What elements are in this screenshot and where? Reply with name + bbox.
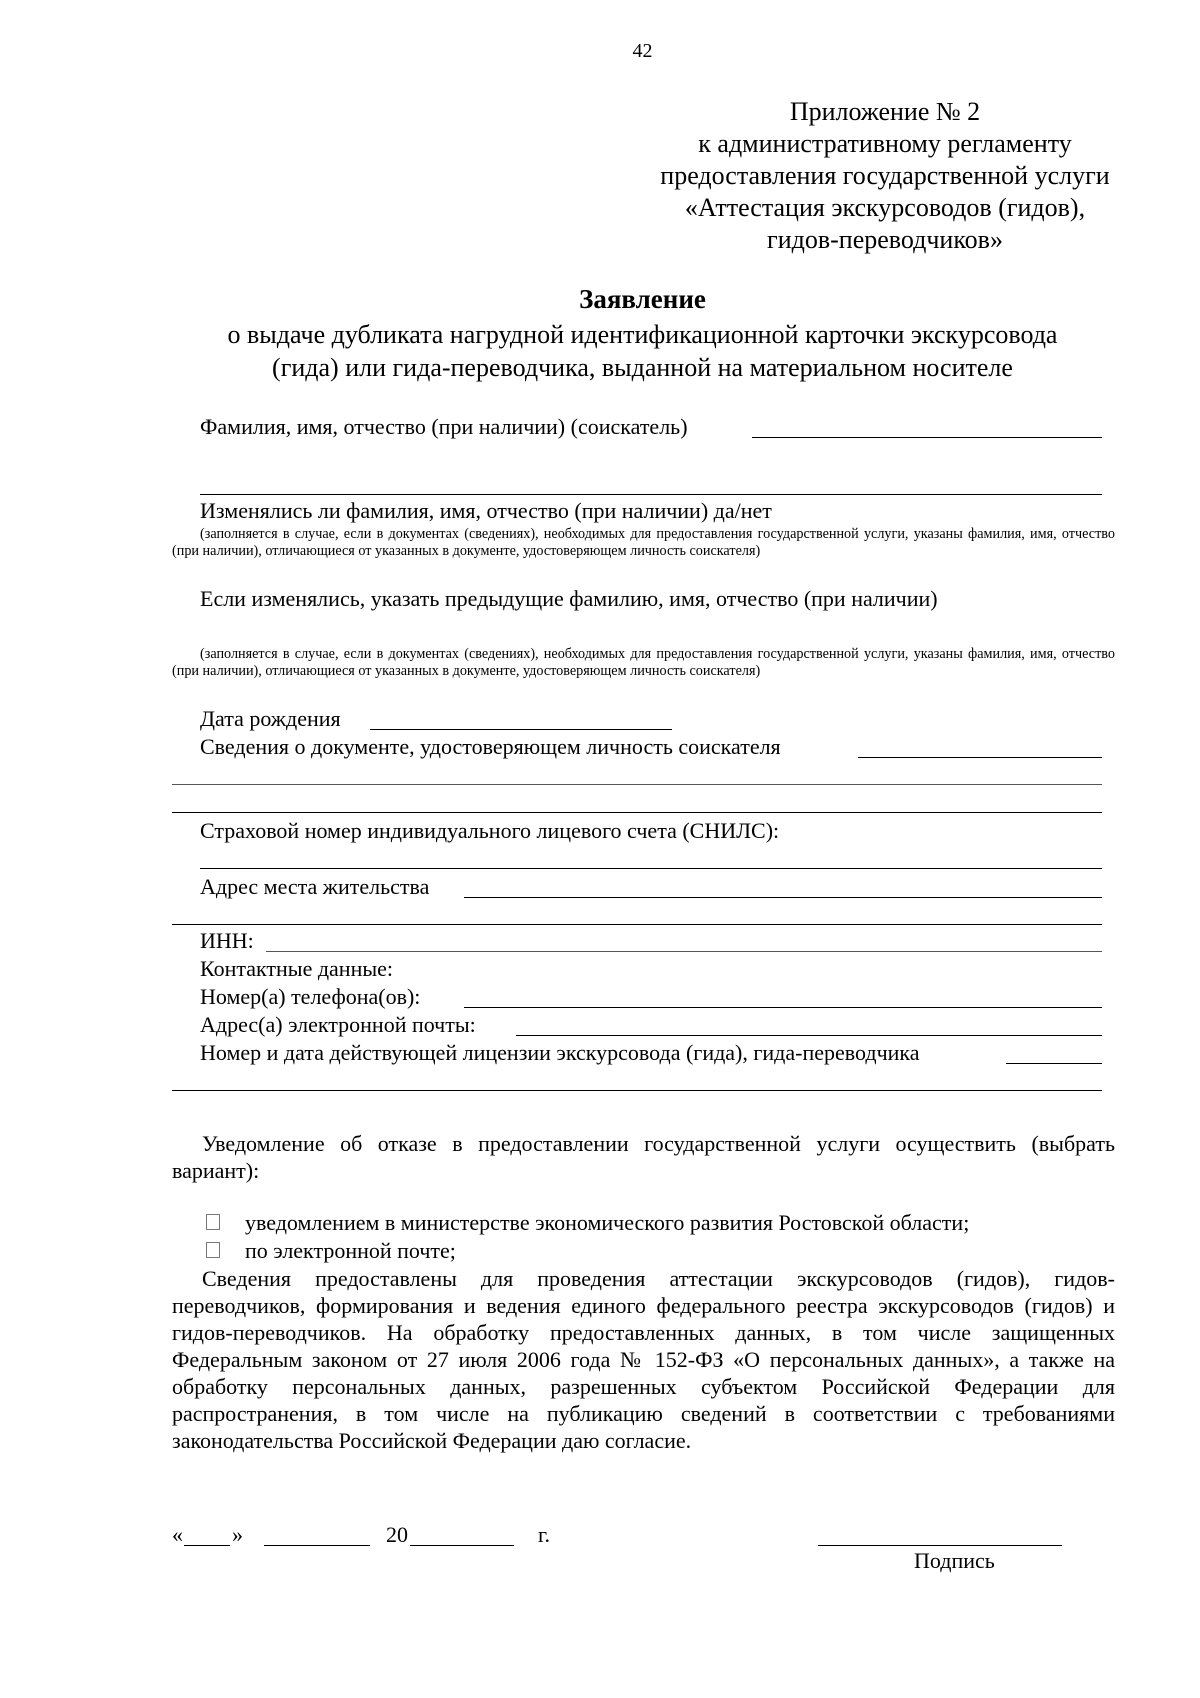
previous-name-label: Если изменялись, указать предыдущие фамилию, имя, отчество (при наличии): [200, 586, 938, 611]
name-changed-label: Изменялись ли фамилия, имя, отчество (при наличии) да/нет: [200, 498, 772, 523]
identity-doc-label: Сведения о документе, удостоверяющем личность соискателя: [200, 734, 781, 759]
appendix-line-2: к административному регламенту: [698, 129, 1072, 158]
email-label: Адрес(а) электронной почты:: [200, 1012, 476, 1037]
license-input-line[interactable]: [1006, 1063, 1102, 1064]
full-name-label: Фамилия, имя, отчество (при наличии) (соискатель): [200, 414, 688, 439]
phone-label: Номер(а) телефона(ов):: [200, 984, 421, 1009]
contacts-label: Контактные данные:: [200, 956, 393, 981]
date-year-suffix: г.: [538, 1522, 551, 1547]
snils-input-line[interactable]: [200, 868, 1102, 869]
license-label: Номер и дата действующей лицензии экскурсовода (гида), гида-переводчика: [200, 1040, 920, 1065]
appendix-line-5: гидов-переводчиков»: [767, 225, 1003, 254]
full-name-input-line[interactable]: [752, 437, 1102, 438]
identity-doc-continuation-line-2[interactable]: [172, 812, 1102, 813]
subtitle-line-2: (гида) или гида-переводчика, выданной на материальном носителе: [272, 353, 1013, 382]
signature-caption: Подпись: [914, 1548, 995, 1573]
option-1-label: уведомлением в министерстве экономического развития Ростовской области;: [245, 1210, 970, 1235]
inn-label: ИНН:: [200, 928, 254, 953]
signature-line[interactable]: [818, 1545, 1062, 1546]
option-2-label: по электронной почте;: [245, 1238, 456, 1263]
appendix-line-4: «Аттестация экскурсоводов (гидов),: [684, 193, 1086, 222]
option-1-checkbox[interactable]: [206, 1214, 220, 1230]
date-year-line[interactable]: [410, 1545, 514, 1546]
birth-date-label: Дата рождения: [200, 706, 341, 731]
date-quote-open: «: [172, 1522, 183, 1547]
identity-doc-continuation-line-1[interactable]: [172, 784, 1102, 785]
phone-input-line[interactable]: [464, 1007, 1102, 1008]
previous-name-note: (заполняется в случае, если в документах (сведениях), необходимых для предоставления государственной услуги, указаны фамилия, имя, отчество (при наличии), отличающиеся от указанных в документе, удостоверяющем личность соискателя): [172, 646, 1115, 679]
snils-label: Страховой номер индивидуального лицевого счета (СНИЛС):: [200, 818, 780, 843]
subtitle-line-1: о выдаче дубликата нагрудной идентификационной карточки экскурсовода: [227, 320, 1058, 349]
document-subtitle: [150, 318, 1135, 384]
notification-text: Уведомление об отказе в предоставлении государственной услуги осуществить (выбрать вариант):: [172, 1131, 1115, 1183]
full-name-continuation-line[interactable]: [200, 494, 1102, 495]
document-title: Заявление: [579, 284, 706, 314]
address-label: Адрес места жительства: [200, 874, 430, 899]
address-input-line[interactable]: [464, 897, 1102, 898]
email-input-line[interactable]: [516, 1035, 1102, 1036]
consent-text: Сведения предоставлены для проведения аттестации экскурсоводов (гидов), гидов-переводчиков, формирования и ведения единого федерального реестра экскурсоводов (гидов) и гидов-переводчиков. На обработку предоставленных данных, в том числе защищенных Федеральным законом от 27 июля 2006 года № 152-ФЗ «О персональных данных», а также на обработку персональных данных, разрешенных субъектом Российской Федерации для распространения, в том числе на публикацию сведений в соответствии с требованиями законодательства Российской Федерации даю согласие.: [172, 1266, 1115, 1453]
date-quote-close: »: [232, 1522, 243, 1547]
inn-input-line[interactable]: [266, 951, 1102, 952]
appendix-line-3: предоставления государственной услуги: [660, 161, 1110, 190]
birth-date-input-line[interactable]: [370, 729, 672, 730]
date-day-line[interactable]: [184, 1545, 230, 1546]
date-year-prefix: 20: [386, 1522, 408, 1547]
date-month-line[interactable]: [264, 1545, 370, 1546]
appendix-header: [640, 96, 1130, 256]
page-number: 42: [632, 40, 653, 62]
appendix-line-1: Приложение № 2: [789, 97, 981, 126]
option-2-checkbox[interactable]: [206, 1242, 220, 1258]
address-continuation-line[interactable]: [172, 924, 1102, 925]
license-continuation-line[interactable]: [172, 1090, 1102, 1091]
name-changed-note: (заполняется в случае, если в документах (сведениях), необходимых для предоставления государственной услуги, указаны фамилия, имя, отчество (при наличии), отличающиеся от указанных в документе, удостоверяющем личность соискателя): [172, 526, 1115, 559]
identity-doc-input-line[interactable]: [858, 757, 1102, 758]
